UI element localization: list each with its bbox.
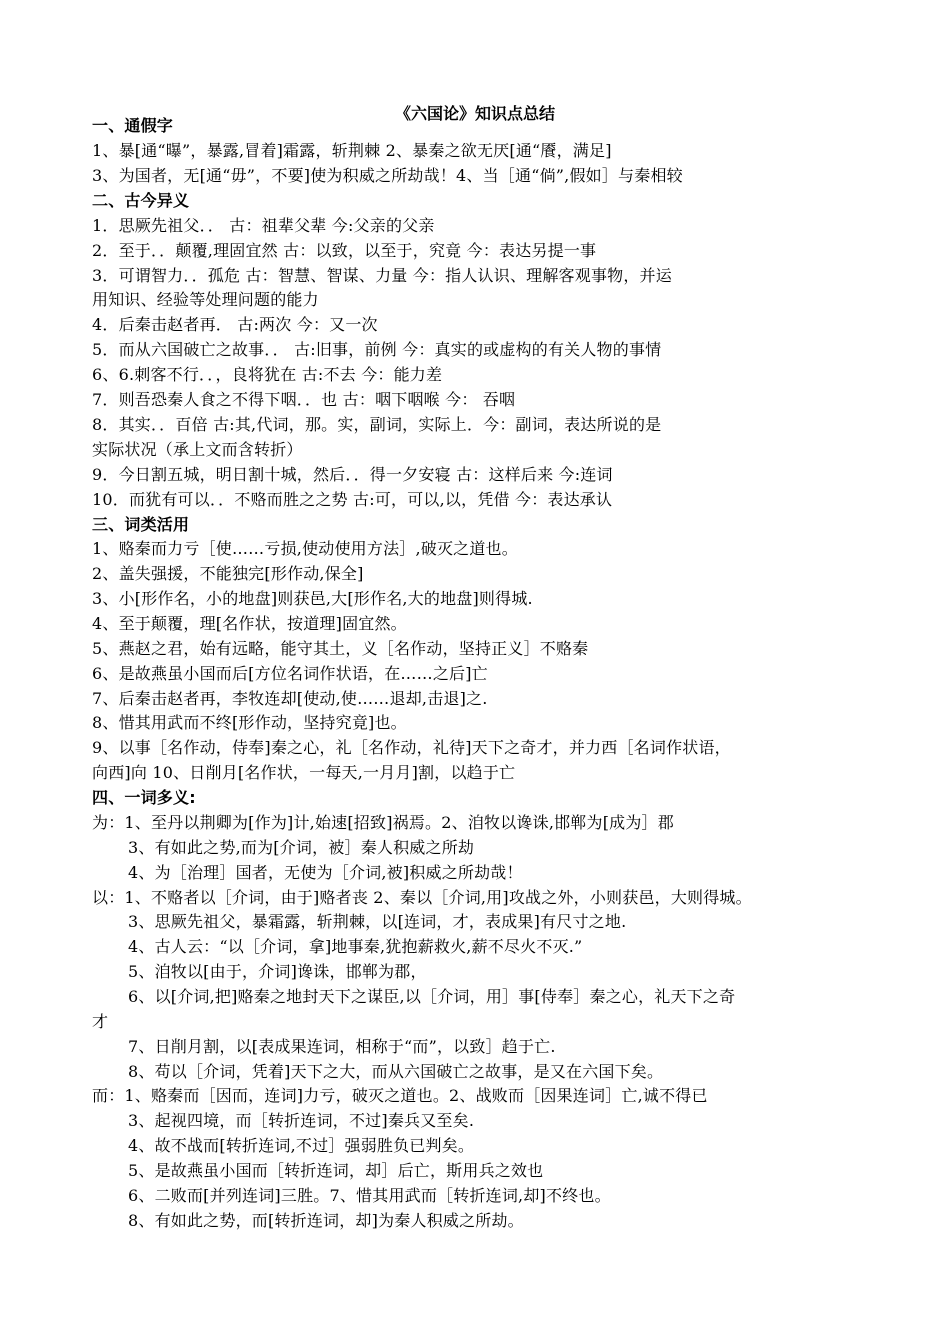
text-line: 用知识、经验等处理问题的能力 — [92, 290, 319, 309]
text-line: 4、至于颠覆，理[名作状，按道理]固宜然。 — [92, 614, 407, 633]
text-line: 1、赂秦而力亏［使……亏损,使动使用方法］,破灭之道也。 — [92, 539, 518, 558]
section-heading: 三、词类活用 — [92, 515, 190, 534]
text-line: 7、日削月割，以[表成果连词，相称于“而”，以致］趋于亡. — [128, 1037, 556, 1056]
text-line: 8．其实．．百倍 古:其,代词，那。实，副词，实际上．今：副词，表达所说的是 — [92, 415, 662, 434]
text-line: 9．今日割五城，明日割十城，然后．．得一夕安寝 古：这样后来 今:连词 — [92, 465, 613, 484]
text-line: 2．至于．．颠覆,理固宜然 古：以致，以至于，究竟 今：表达另提一事 — [92, 241, 597, 260]
text-line: 而：1、赂秦而［因而，连词]力亏，破灭之道也。2、战败而［因果连词］亡,诚不得已 — [92, 1086, 708, 1105]
text-line: 7．则吾恐秦人食之不得下咽．．也 古：咽下咽喉 今： 吞咽 — [92, 390, 516, 409]
text-line: 实际状况（承上文而含转折） — [92, 440, 303, 459]
text-line: 10．而犹有可以．．不赂而胜之之势 古:可，可以,以，凭借 今：表达承认 — [92, 490, 613, 509]
text-line: 6、以[介词,把]赂秦之地封天下之谋臣,以［介词，用］事[侍奉］秦之心，礼天下之奇 — [128, 987, 736, 1006]
text-line: 5．而从六国破亡之故事．． 古:旧事，前例 今：真实的或虚构的有关人物的事情 — [92, 340, 662, 359]
text-line: 5、是故燕虽小国而［转折连词，却］后亡，斯用兵之效也 — [128, 1161, 544, 1180]
text-line: 8、苟以［介词，凭着]天下之大，而从六国破亡之故事，是又在六国下矣。 — [128, 1062, 664, 1081]
text-line: 3、起视四境，而［转折连词，不过]秦兵又至矣. — [128, 1111, 475, 1130]
text-line: 6、6.刺客不行．．，良将犹在 古:不去 今：能力差 — [92, 365, 443, 384]
text-line: 8、惜其用武而不终[形作动，坚持究竟]也。 — [92, 713, 407, 732]
text-line: 3、思厥先祖父，暴霜露，斩荆棘，以[连词，才，表成果]有尺寸之地. — [128, 912, 627, 931]
text-line: 8、有如此之势，而[转折连词，却]为秦人积威之所劫。 — [128, 1211, 524, 1230]
text-line: 4、古人云：“以［介词，拿]地事秦,犹抱薪救火,薪不尽火不灭.” — [128, 937, 583, 956]
text-line: 9、以事［名作动，侍奉]秦之心，礼［名作动，礼待]天下之奇才，并力西［名词作状语， — [92, 738, 731, 757]
text-line: 5、洎牧以[由于，介词]谗诛，邯郸为郡， — [128, 962, 427, 981]
text-line: 4、为［治理］国者，无使为［介词,被]积威之所劫哉！ — [128, 863, 523, 882]
text-line: 2、盖失强援，不能独完[形作动,保全] — [92, 564, 364, 583]
text-line: 1、暴[通“曝”，暴露,冒着]霜露，斩荆棘 2、暴秦之欲无厌[通“餍，满足] — [92, 141, 612, 160]
section-heading: 四、一词多义: — [92, 788, 196, 807]
text-line: 4、故不战而[转折连词,不过］强弱胜负已判矣。 — [128, 1136, 475, 1155]
text-line: 以：1、不赂者以［介词，由于]赂者丧 2、秦以［介词,用]攻战之外，小则获邑，大则得城。 — [92, 888, 752, 907]
page-title: 《六国论》知识点总结 — [394, 104, 555, 123]
text-line: 3．可谓智力．．孤危 古：智慧、智谋、力量 今：指人认识、理解客观事物，并运 — [92, 266, 672, 285]
text-line: 才 — [92, 1012, 109, 1031]
text-line: 7、后秦击赵者再，李牧连却[使动,使……退却,击退]之. — [92, 689, 488, 708]
text-line: 为：1、至丹以荆卿为[作为]计,始速[招致]祸焉。2、洎牧以谗诛,邯郸为[成为］郡 — [92, 813, 674, 832]
text-line: 1．思厥先祖父．． 古：祖辈父辈 今:父亲的父亲 — [92, 216, 435, 235]
text-line: 3、有如此之势,而为[介词，被］秦人积威之所劫 — [128, 838, 475, 857]
text-line: 5、燕赵之君，始有远略，能守其土，义［名作动，坚持正义］不赂秦 — [92, 639, 589, 658]
section-heading: 二、古今异义 — [92, 191, 190, 210]
text-line: 4．后秦击赵者再． 古:两次 今：又一次 — [92, 315, 378, 334]
text-line: 3、小[形作名，小的地盘]则获邑,大[形作名,大的地盘]则得城. — [92, 589, 533, 608]
section-heading: 一、通假字 — [92, 116, 174, 135]
text-line: 向西]向 10、日削月[名作状，一每天,一月月]割，以趋于亡 — [92, 763, 516, 782]
text-line: 6、是故燕虽小国而后[方位名词作状语，在……之后]亡 — [92, 664, 488, 683]
text-line: 3、为国者，无[通“毋”，不要]使为积威之所劫哉！4、当［通“倘”,假如］与秦相较 — [92, 166, 683, 185]
text-line: 6、二败而[并列连词]三胜。7、惜其用武而［转折连词,却]不终也。 — [128, 1186, 611, 1205]
